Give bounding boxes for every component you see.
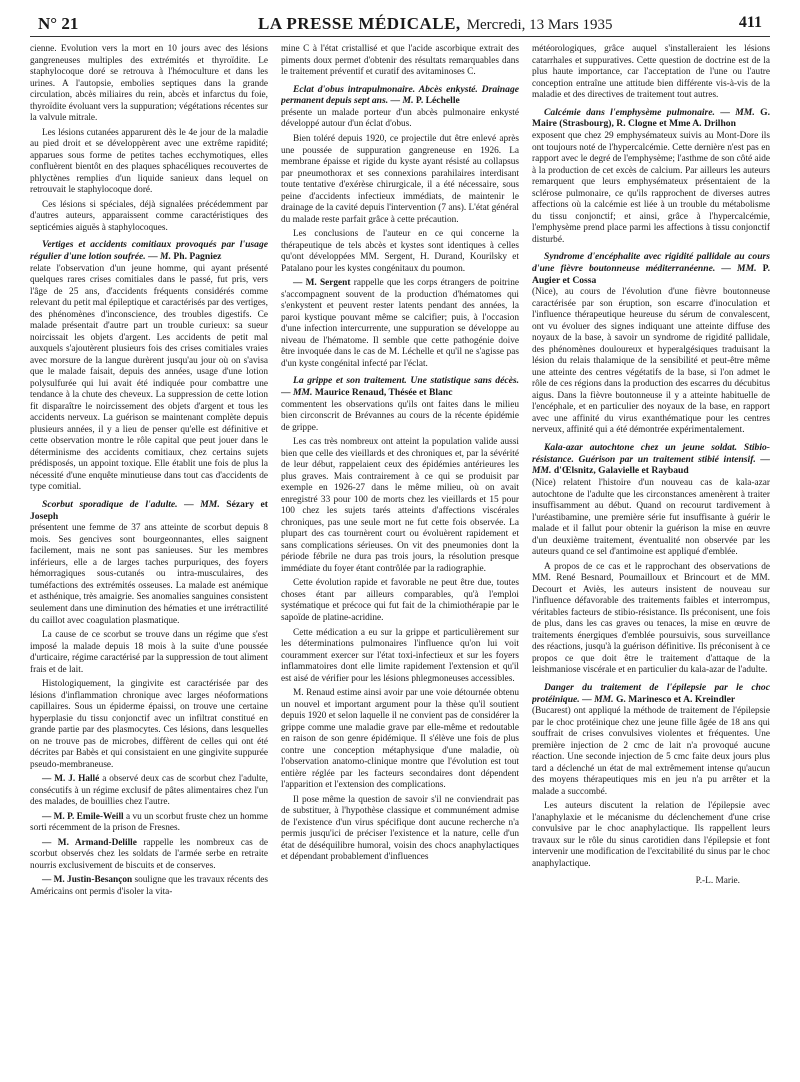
paragraph-text: a observé deux cas de scorbut chez l'adulte, consécutifs à un régime exclusif de pâtes alimentaires chez l'un des malades, de bouillies chez l'autre. — [30, 774, 268, 808]
paragraph: Les auteurs discutent la relation de l'épilepsie avec l'anaphylaxie et le mécanisme du déclenchement d'une crise convulsive par le choc anaphylactique. Ils rappellent leurs travaux sur le rôle du sinus carotidien dans l'épilepsie et font intervenir une modification de l'excitabilité du sinus par le choc anaphylactique. — [532, 801, 770, 869]
author-name: Ph. Pagniez — [173, 250, 222, 262]
column-1 — [30, 44, 268, 1069]
author-name: d'Œlsnitz, Galavielle et Raybaud — [553, 465, 689, 477]
paragraph — [30, 875, 268, 898]
author-name: — M. Sergent — [293, 278, 351, 289]
column-3 — [532, 44, 770, 1069]
paragraph: Les conclusions de l'auteur en ce qui concerne la thérapeutique de tels abcès et kystes sont identiques à celles qu'ont développées MM. Sergent, H. Durand, Kourilsky et Patalano pour les kystes congénitaux du poumon. — [281, 229, 519, 274]
heading-title: Calcémie dans l'emphysème pulmonaire. — MM. — [544, 106, 755, 118]
author-name: — M. Armand-Delille — [42, 837, 137, 848]
author-name: Sézary et Joseph — [30, 498, 268, 522]
paragraph: Bien toléré depuis 1920, ce projectile dut être enlevé après une poussée de suppuration gangreneuse en 1926. La membrane épaisse et rigide du kyste ayant résisté au collapsus par pneumothorax et ses connexions parahilaires interdisant toute tentative d'exérèse chirurgicale, il a été nécessaire, sous peine d'accidents infectieux immédiats, de maintenir le drainage de la cavité depuis l'intervention (7 ans). L'état général du malade reste parfait grâce à cette précaution. — [281, 133, 519, 225]
author-name: Maurice Renaud, Thésée et Blanc — [314, 387, 453, 398]
paragraph: Cette médication a eu sur la grippe et particulièrement sur les déterminations pulmonaires l'influence qu'on lui voit couramment exercer sur l'état toxi-infectieux et sur les foyers inflammatoires dont elle limite rapidement l'extension et qu'il est aisé de vérifier pour les lésions phlegmoneuses accessibles. — [281, 627, 519, 684]
paragraph: Ces lésions si spéciales, déjà signalées précédemment par d'autres auteurs, apparaissent comme caractéristiques des septicémies aiguës à staphylocoques. — [30, 199, 268, 233]
paragraph: présentent une femme de 37 ans atteinte de scorbut depuis 8 mois. Ses gencives sont bourgeonnantes, elles saignent facilement, mais ne sont pas sanieuses. Sur les membres inférieurs, elle a de larges taches purpuriques, des foyers hémorragiques sous-cutanés ou intra-musculaires, des tuméfactions des extrémités osseuses. La malade est anémique et asthénique, très amaigrie. Ses anomalies sanguines consistent seulement dans une diminution des hématies et une irrétractilité du caillot avec coagulation plasmatique. — [30, 523, 268, 626]
paragraph: Il pose même la question de savoir s'il ne conviendrait pas de substituer, à l'hypothèse classique et communément admise de l'existence d'un virus spécifique dont aucune recherche n'a permis jusqu'ici de préciser l'existence et la nature, celle d'un état de déséquilibre humoral, voisin des chocs anaphylactiques et dépendant probablement d'influences — [281, 794, 519, 863]
heading-title: Scorbut sporadique de l'adulte. — MM. — [42, 498, 220, 510]
paragraph: mine C à l'état cristallisé et que l'acide ascorbique extrait des piments doux permet d'obtenir des résultats remarquables dans le traitement préventif et curatif des avitaminoses C. — [281, 44, 519, 78]
heading-title: La grippe et son traitement. Une statistique sans décès. — MM. — [281, 375, 519, 398]
paragraph: commentent les observations qu'ils ont faites dans le milieu bien circonscrit de Brévannes au cours de la récente épidémie de grippe. — [281, 399, 519, 433]
heading-title: Syndrome d'encéphalite avec rigidité pallidale au cours d'une fièvre boutonneuse méditerranéenne. — MM. — [532, 251, 770, 274]
section-heading — [281, 84, 519, 107]
paragraph-text: souligne que les travaux récents des Américains ont permis d'isoler la vita- — [30, 875, 268, 897]
section-heading — [532, 251, 770, 286]
paragraph — [281, 278, 519, 370]
heading-title: Eclat d'obus intrapulmonaire. Abcès enkysté. Drainage permanent depuis sept ans. — M. — [281, 83, 519, 107]
column-2 — [281, 44, 519, 1069]
paragraph-text: a vu un scorbut fruste chez un homme sorti récemment de la prison de Fresnes. — [30, 811, 268, 834]
heading-title: Kala-azar autochtone chez un jeune soldat. Stibio-résistance. Guérison par un traitement stibié intensif. — MM. — [532, 441, 770, 477]
journal-name: LA PRESSE MÉDICALE, — [258, 14, 461, 33]
paragraph: cienne. Evolution vers la mort en 10 jours avec des lésions gangreneuses multiples des extrémités et thyroïdite. Le staphylocoque doré se retrouva à l'hémoculture et dans les urines. A l'autopsie, embolies septiques dans la grande circulation, abcès miliaires du rein, abcès et infarctus du foie, thyroïdite évoluant vers la suppuration; végétations récentes sur la valvule mitrale. — [30, 44, 268, 124]
paragraph: Cette évolution rapide et favorable ne peut être due, toutes choses étant par ailleurs comparables, qu'à l'emploi systématique et précoce qui fut fait de la chimiothérapie par le sapoïde de platine-acridine. — [281, 578, 519, 623]
heading-title: Danger du traitement de l'épilepsie par le choc protéinique. — MM. — [532, 681, 770, 705]
paragraph: relate l'observation d'un jeune homme, qui ayant présenté quelques rares crises comitiales dans le passé, fut pris, vers l'âge de 25 ans, d'accidents fréquents considérés comme relevant du petit mal épileptique et caractérisés par des vertiges, des phénomènes d'inconscience, des troubles digestifs. Ce malade présentait d'autre part un trouble curieux: sa sueur noircissait les objets d'argent. Les accidents de petit mal auxquels s'ajoutèrent plusieurs fois des crises comitiales vraies avec morsure de la langue durèrent jusqu'au jour où on s'avisa que le malade faisait, depuis des années, usage d'une lotion polysulfurée qui lui avait été indiquée pour combattre une tendance à la chute des cheveux. La suppression de cette lotion fit disparaître le noircissement des objets d'argent et tous les accidents nerveux. La guérison se maintenant complète depuis plusieurs années, il y a lieu de penser qu'elle est définitive et cette observation montre le rôle capital que peut jouer dans le déterminisme des accidents comitiaux, chez certains sujets prédisposés, un appoint toxique. Elle établit une fois de plus la nécessité d'une enquête minutieuse dans tout cas d'accidents de type comitial. — [30, 263, 268, 493]
page-header — [30, 14, 770, 37]
author-name: — M. Justin-Besançon — [42, 875, 133, 886]
paragraph-text: rappelle que les corps étrangers de poitrine s'accompagnent souvent de la production d'hématomes qui s'enkystent et peuvent rester latents pendant des années, la paroi kystique pouvant même se calcifier; puis, à l'occasion d'une infection intercurrente, une suppuration se développe au niveau de l'hématome. Il semble que cette pathogénie doive être invoquée dans le cas de M. Léchelle et qu'il ne s'agisse pas d'un kyste congénital infecté par l'éclat. — [281, 278, 519, 369]
issue-date: Mercredi, 13 Mars 1935 — [466, 17, 613, 33]
section-heading — [30, 239, 268, 262]
page-number: 411 — [738, 14, 762, 31]
paragraph-text: rappelle les nombreux cas de scorbut observés chez les soldats de l'armée serbe en retraite nourris exclusivement de biscuits et de conserves. — [30, 837, 268, 871]
paragraph: Les lésions cutanées apparurent dès le 4e jour de la maladie au pied droit et se développèrent avec une extrême rapidité; apparues sous forme de petites taches ecchymotiques, elles confluèrent bientôt en des plaques sphacéliques recouvertes de phlyctènes remplies d'un liquide sanieux dans lequel on retrouvait le staphylocoque doré. — [30, 127, 268, 196]
paragraph: (Nice), au cours de l'évolution d'une fièvre boutonneuse caractérisée par son éruption, son escarre d'inoculation et l'influence thérapeutique heureuse du sérum de convalescent, ont vu évoluer des signes indiquant une atteinte diffuse des noyaux de la base, à savoir un syndrome de rigidité pallidale, des phénomènes douloureux et hyperalgésiques traduisant la lésion du relais thalamique de la sensibilité et peut-être même une atteinte des centres végétatifs de la base, si l'on admet le rôle de ces régions dans la production des escarres du décubitus aigus. Dans la fièvre boutonneuse il y a atteinte habituelle de l'encéphale, et en particulier des noyaux de la base, en rapport avec une affinité du virus exanthématique pour les centres nerveux, affinité qui a été démontrée expérimentalement. — [532, 287, 770, 436]
paragraph — [30, 774, 268, 809]
section-heading — [532, 107, 770, 130]
section-heading — [281, 375, 519, 398]
paragraph: A propos de ce cas et le rapprochant des observations de MM. René Besnard, Poumailloux et Brincourt et de MM. Decourt et Aviès, les auteurs insistent de nouveau sur l'influence défavorable des traitements faibles et interrompus, véritables facteurs de stibio-résistance. Ils préconisent, une fois de plus, dans les cas graves ou tenaces, la mise en œuvre de traitements énergiques d'emblée poursuivis, sous surveillance des réactions, jusqu'à la guérison définitive. Ils préconisent à ce propos ce que doit être le traitement d'attaque de la leishmaniose viscérale et en particulier du kala-azar de l'adulte. — [532, 561, 770, 676]
author-name: G. Marinesco et A. Kreindler — [615, 693, 736, 705]
paragraph: (Nice) relatent l'histoire d'un nouveau cas de kala-azar autochtone de l'adulte que les circonstances amenèrent à traiter insuffisamment au début. Quand on recourut tardivement à l'uréastibamine, une première série fut insuffisante à guérir le malade et il fallut pour obtenir la guérison la mise en œuvre d'un deuxième traitement, éventualité non observée par les auteurs quand ce sel d'antimoine est appliqué d'emblée. — [532, 478, 770, 558]
issue-number: N° 21 — [38, 14, 79, 33]
author-name: — M. J. Hallé — [42, 774, 100, 785]
journal-title — [258, 14, 612, 34]
paragraph: météorologiques, grâce auquel s'installeraient les lésions catarrhales et suppuratives. Cette question de doctrine est de la plus haute importance, car l'acceptation de l'une ou l'autre conception entraîne une attitude bien différente vis-à-vis de la maladie et des directives de traitement tout autres. — [532, 44, 770, 101]
author-name: P. Augier et Cossa — [532, 262, 770, 286]
paragraph — [30, 812, 268, 835]
paragraph: Histologiquement, la gingivite est caractérisée par des lésions d'inflammation chronique avec larges néoformations capillaires. Sous un épiderme épaissi, on trouve une certaine hyperplasie du tissu conjonctif avec un infiltrat constitué en grande partie par des plasmocytes. Ces lésions, dans lesquelles on ne trouve pas de microbes, diffèrent de celles qui ont été décrites par Babès et qui consistaient en une gingivite suppurée pseudo-membraneuse. — [30, 679, 268, 770]
paragraph: M. Renaud estime ainsi avoir par une voie détournée obtenu un nouvel et important argument pour la thèse qu'il soutient depuis 1920 et selon laquelle il ne convient pas de considérer la grippe comme une maladie grave par elle-même et redoutable en raison de son genre épidémique. Il s'élève une fois de plus contre une conception métaphysique d'une maladie, où l'observation anatomo-clinique montre que l'évolution est tout entière réglée par les facteurs secondaires dont dépendent l'apparition et l'extension des complications. — [281, 688, 519, 791]
paragraph: La cause de ce scorbut se trouve dans un régime que s'est imposé la malade depuis 18 mois à la suite d'une poussée d'urticaire, régime caractérisé par la suppression de tout aliment frais et de lait. — [30, 630, 268, 675]
heading-title: Vertiges et accidents comitiaux provoqués par l'usage régulier d'une lotion soufrée. — M. — [30, 239, 268, 262]
author-name: — M. P. Emile-Weill — [42, 811, 124, 822]
author-name: P. Léchelle — [415, 95, 460, 107]
paragraph: présente un malade porteur d'un abcès pulmonaire enkysté développé autour d'un éclat d'obus. — [281, 107, 519, 130]
section-heading — [30, 499, 268, 522]
section-heading — [532, 682, 770, 705]
section-heading — [532, 442, 770, 477]
paragraph: exposent que chez 29 emphysémateux suivis au Mont-Dore ils ont toujours noté de l'hypercalcémie. Cette dernière n'est pas en rapport avec le degré de l'emphysème; l'asthme de son côté aide à la production de cet excès de calcium. Par ailleurs les auteurs remarquent que leurs emphysémateux présentaient de la sclérose pulmonaire, ce qu'ils rapprochent de diverses autres affections où la calcémie est liée à un trouble du métabolisme du tissu conjonctif; et ainsi, grâce à l'hypercalcémie, l'emphysème prend place parmi les affections à tissu conjonctif disturbé. — [532, 130, 770, 245]
paragraph: (Bucarest) ont appliqué la méthode de traitement de l'épilepsie par le choc protéinique chez une jeune fille âgée de 18 ans qui souffrait de crises convulsives violentes et fréquentes. Une première injection de 2 cmc de lait n'a provoqué aucune réaction. Une seconde injection de 5 cmc faite deux jours plus tard a déclenché un état de mal extrêmement intense qu'aucun des moyens thérapeutiques mis en jeu n'a pu arrêter et la malade a succombé. — [532, 706, 770, 797]
paragraph — [30, 838, 268, 873]
paragraph: Les cas très nombreux ont atteint la population valide aussi bien que celle des vieillards et des chroniques et, par la sévérité de leur début, rappelaient ceux des épidémies antérieures les plus graves. Mais contrairement à ce qui se produisit par exemple en 1926-27 dans le même milieu, où on avait enregistré 33 pour 100 de morts chez les vieillards et 15 pour 100 chez les sujets tarés atteints d'affections viscérales chroniques, pas une seule mort ne fut cette fois observée. La plupart des cas tournèrent court ou évoluèrent rapidement et sans complications sérieuses. On vit des pneumonies dont la période fébrile ne dura pas trois jours, la résolution presque immédiate du foyer étant contrôlée par la radiographie. — [281, 437, 519, 574]
article-columns — [30, 44, 770, 1069]
signature: P.-L. Marie. — [695, 876, 740, 887]
author-name: G. Maire (Strasbourg), R. Clogne et Mme A. Drilhon — [532, 106, 770, 130]
